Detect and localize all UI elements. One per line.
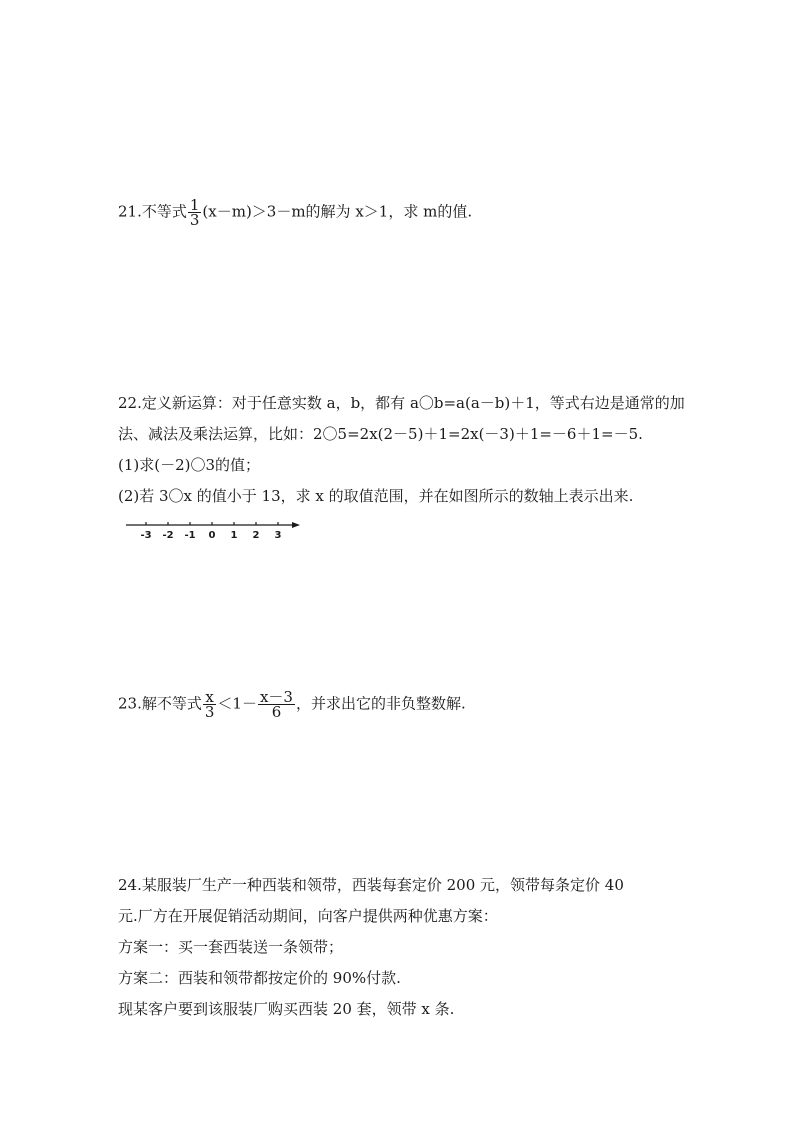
q23-fraction-2 [258, 690, 295, 719]
number-line-label: 1 [230, 530, 238, 541]
q24-line-1: 24.某服装厂生产一种西装和领带，西装每套定价 200 元，领带每条定价 40 [118, 876, 624, 894]
q23-frac1-numerator: x [203, 690, 217, 705]
q24-line-4: 方案二：西装和领带都按定价的 90%付款. [118, 969, 401, 987]
number-line-label: 3 [274, 530, 282, 541]
number-line-arrow [292, 522, 300, 528]
q24-line-2: 元.厂方在开展促销活动期间，向客户提供两种优惠方案： [118, 907, 498, 925]
question-23 [118, 690, 466, 719]
number-line-label: -1 [184, 530, 196, 541]
q23-frac2-denominator: 6 [271, 703, 282, 721]
q22-line-4: (2)若 3〇x 的值小于 13，求 x 的取值范围，并在如图所示的数轴上表示出来. [118, 487, 634, 505]
q21-fraction [188, 198, 202, 227]
number-line-label: 2 [252, 530, 260, 541]
number-line-label: 0 [208, 530, 216, 541]
q23-frac2-numerator: x－3 [259, 688, 293, 706]
q21-frac-numerator: 1 [189, 196, 200, 214]
q22-line-1: 22.定义新运算：对于任意实数 a，b，都有 a〇b=a(a－b)＋1，等式右边是通常的加 [118, 394, 685, 412]
q21-suffix: (x－m)＞3－m的解为 x＞1，求 m的值. [202, 202, 473, 221]
q23-suffix: ，并求出它的非负整数解. [295, 694, 466, 713]
q23-frac1-denominator: 3 [204, 703, 215, 721]
q23-prefix: 23.解不等式 [118, 694, 202, 713]
q21-prefix: 21.不等式 [118, 202, 187, 221]
q24-line-5: 现某客户要到该服装厂购买西装 20 套，领带 x 条. [118, 1000, 455, 1018]
question-21 [118, 198, 472, 227]
number-line-label: -3 [140, 530, 152, 541]
number-line-label: -2 [162, 530, 174, 541]
q23-middle: ＜1－ [217, 694, 257, 713]
q23-fraction-1 [203, 690, 217, 719]
q22-line-3: (1)求(－2)〇3的值； [118, 456, 261, 474]
q22-line-2: 法、减法及乘法运算，比如：2〇5=2x(2－5)＋1=2x(－3)＋1=－6＋1=－5. [118, 425, 643, 443]
number-line [124, 520, 314, 546]
q21-frac-denominator: 3 [189, 211, 200, 229]
q24-line-3: 方案一：买一套西装送一条领带； [118, 938, 344, 956]
